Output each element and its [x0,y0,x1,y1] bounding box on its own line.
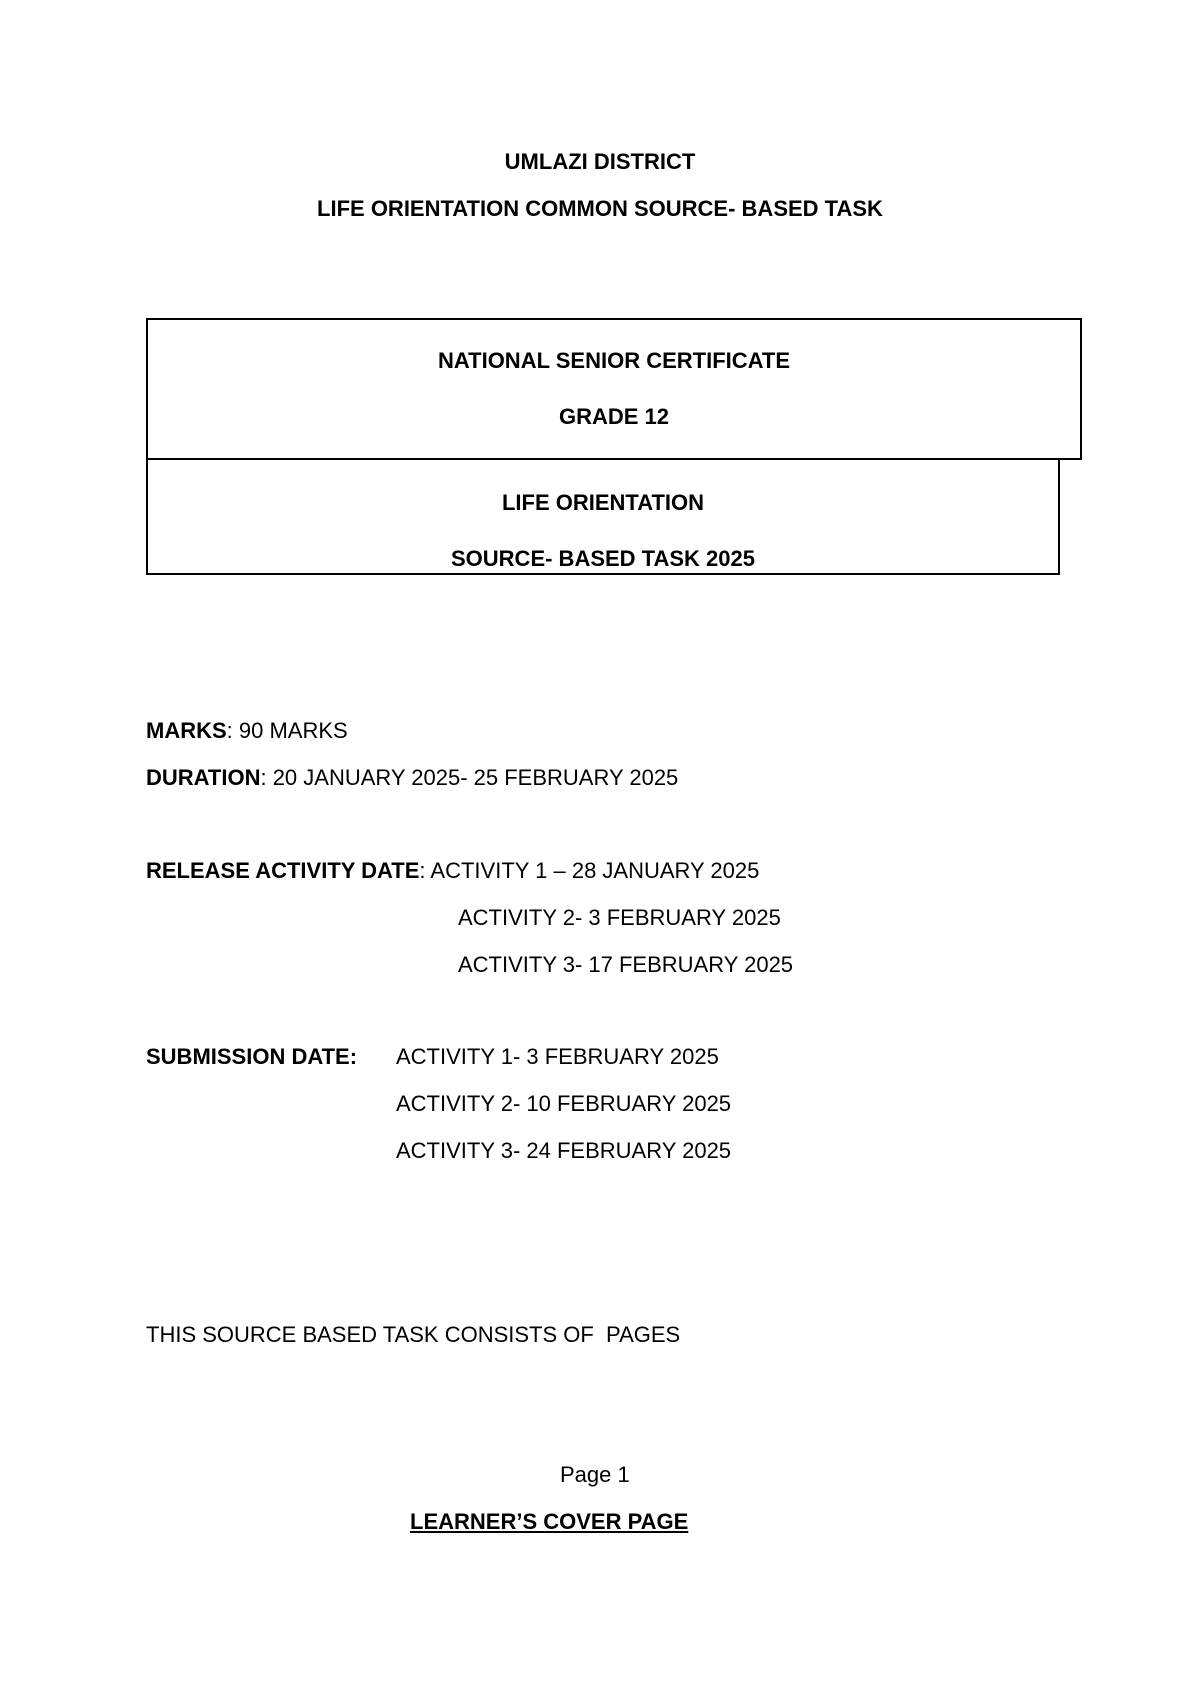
submission-item-3: ACTIVITY 3- 24 FEBRUARY 2025 [396,1138,732,1163]
submission-item-2: ACTIVITY 2- 10 FEBRUARY 2025 [396,1091,732,1116]
marks-row [146,720,348,742]
duration-value: : 20 JANUARY 2025- 25 FEBRUARY 2025 [260,765,679,790]
page-number: Page 1 [560,1462,630,1487]
submission-row [146,1046,357,1068]
marks-label: MARKS [146,718,227,743]
release-row [146,860,759,882]
task-year-label: SOURCE- BASED TASK 2025 [451,546,755,571]
duration-label: DURATION [146,765,261,790]
duration-row [146,767,678,789]
submission-label: SUBMISSION DATE [146,1044,350,1069]
certificate-box [146,318,1082,460]
release-label: RELEASE ACTIVITY DATE [146,858,420,883]
release-item-3: ACTIVITY 3- 17 FEBRUARY 2025 [458,952,794,977]
release-item-1: : ACTIVITY 1 – 28 JANUARY 2025 [419,858,760,883]
cover-page-title: LEARNER’S COVER PAGE [410,1509,689,1534]
subject-box [146,459,1060,575]
district-heading: UMLAZI DISTRICT [504,149,696,174]
task-title: LIFE ORIENTATION COMMON SOURCE- BASED TASK [317,196,883,221]
release-item-2: ACTIVITY 2- 3 FEBRUARY 2025 [458,905,781,930]
submission-colon: : [349,1044,358,1069]
pages-note: THIS SOURCE BASED TASK CONSISTS OF PAGES [146,1322,681,1347]
subject-title: LIFE ORIENTATION [501,490,705,515]
marks-value: : 90 MARKS [226,718,348,743]
grade-label: GRADE 12 [558,404,670,429]
submission-item-1: ACTIVITY 1- 3 FEBRUARY 2025 [396,1044,719,1069]
certificate-title: NATIONAL SENIOR CERTIFICATE [438,348,790,373]
